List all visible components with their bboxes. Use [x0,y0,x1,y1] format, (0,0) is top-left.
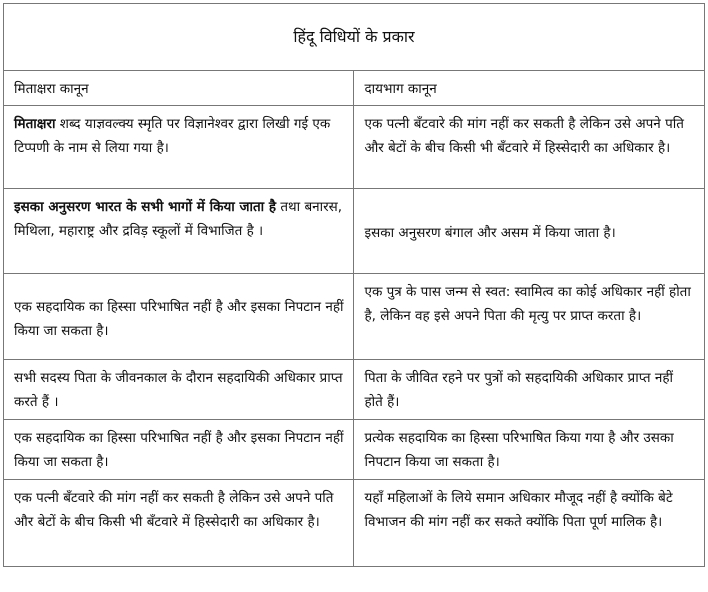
table-row [4,480,705,567]
header-mitakshara: मिताक्षरा कानून [4,71,354,106]
cell-mitakshara: एक सहदायिक का हिस्सा परिभाषित नहीं है और इसका निपटान नहीं किया जा सकता है। [4,274,354,360]
table-title: हिंदू विधियों के प्रकार [4,4,705,71]
cell-mitakshara [4,106,354,189]
bold-term: मिताक्षरा [14,116,56,132]
bold-term: इसका अनुसरण भारत के सभी भागों में किया जाता है [14,199,277,215]
cell-dayabhaga: पिता के जीवित रहने पर पुत्रों को सहदायिकी अधिकार प्राप्त नहीं होते हैं। [354,360,705,420]
table-row [4,360,705,420]
cell-dayabhaga: इसका अनुसरण बंगाल और असम में किया जाता है। [354,189,705,274]
cell-text: तथा बनारस, मिथिला, महाराष्ट्र और द्रविड़ स्कूलों में विभाजित है । [14,199,343,239]
cell-dayabhaga: यहाँ महिलाओं के लिये समान अधिकार मौजूद नहीं है क्योंकि बेटे विभाजन की मांग नहीं कर सकते क्योंकि पिता पूर्ण मालिक है। [354,480,705,567]
table-row [4,189,705,274]
cell-mitakshara: एक सहदायिक का हिस्सा परिभाषित नहीं है और इसका निपटान नहीं किया जा सकता है। [4,420,354,480]
cell-text: शब्द याज्ञवल्क्य स्मृति पर विज्ञानेश्वर द्वारा लिखी गई एक टिप्पणी के नाम से लिया गया है। [14,116,331,156]
table-row [4,420,705,480]
table-row [4,106,705,189]
cell-mitakshara: सभी सदस्य पिता के जीवनकाल के दौरान सहदायिकी अधिकार प्राप्त करते हैं । [4,360,354,420]
cell-mitakshara [4,189,354,274]
comparison-table-container [3,3,705,567]
cell-mitakshara: एक पत्नी बँटवारे की मांग नहीं कर सकती है लेकिन उसे अपने पति और बेटों के बीच किसी भी बँटवारे में हिस्सेदारी का अधिकार है। [4,480,354,567]
cell-dayabhaga: एक पुत्र के पास जन्म से स्वत: स्वामित्व का कोई अधिकार नहीं होता है, लेकिन वह इसे अपने पिता की मृत्यु पर प्राप्त करता है। [354,274,705,360]
table-row [4,274,705,360]
header-dayabhaga: दायभाग कानून [354,71,705,106]
cell-dayabhaga: प्रत्येक सहदायिक का हिस्सा परिभाषित किया गया है और उसका निपटान किया जा सकता है। [354,420,705,480]
hindu-law-comparison-table [3,3,705,567]
cell-dayabhaga: एक पत्नी बँटवारे की मांग नहीं कर सकती है लेकिन उसे अपने पति और बेटों के बीच किसी भी बँटवारे में हिस्सेदारी का अधिकार है। [354,106,705,189]
